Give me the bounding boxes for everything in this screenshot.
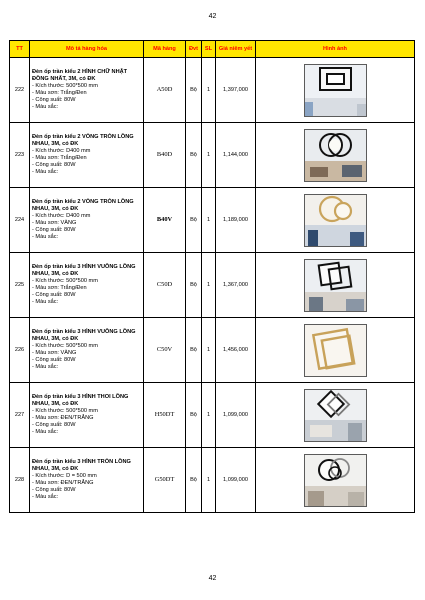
product-spec-size: - Kích thước: 500*500 mm <box>32 343 98 350</box>
product-title: Đèn ốp trần kiểu 2 HÌNH CHỮ NHẬT ĐỒNG NHẤT, 3M, có ĐK <box>32 69 128 83</box>
product-price: 1,099,000 <box>216 383 256 448</box>
product-spec-power: - Công suất: 80W <box>32 161 76 168</box>
product-qty: 1 <box>202 123 216 188</box>
product-image-cell <box>256 123 415 188</box>
product-spec-power: - Công suất: 80W <box>32 421 76 428</box>
row-number: 223 <box>10 123 30 188</box>
product-unit: Bộ <box>186 123 202 188</box>
product-unit: Bộ <box>186 58 202 123</box>
header-code: Mã hàng <box>144 41 186 58</box>
header-unit: Đvt <box>186 41 202 58</box>
product-spec-color: - Màu sắc: <box>32 298 59 305</box>
product-description <box>30 58 144 123</box>
product-description <box>30 253 144 318</box>
product-spec-power: - Công suất: 80W <box>32 96 76 103</box>
product-image-cell <box>256 383 415 448</box>
product-spec-color: - Màu sắc: <box>32 168 59 175</box>
header-qty: SL <box>202 41 216 58</box>
ceiling-light-squares-icon <box>304 259 367 312</box>
product-qty: 1 <box>202 58 216 123</box>
product-spec-paint: - Màu sơn: ĐEN/TRẮNG <box>32 415 94 421</box>
header-description: Mô tả hàng hóa <box>30 41 144 58</box>
product-spec-size: - Kích thước: D400 mm <box>32 213 91 220</box>
product-code: A50D <box>144 58 186 123</box>
product-code: G50DT <box>144 448 186 513</box>
product-title: Đèn ốp trần kiểu 3 HÌNH VUÔNG LỒNG NHAU, 3M, có ĐK <box>32 264 136 278</box>
product-spec-power: - Công suất: 80W <box>32 226 76 233</box>
row-number: 226 <box>10 318 30 383</box>
product-title: Đèn ốp trần kiểu 2 VÒNG TRÒN LỒNG NHAU, 3M, có ĐK <box>32 199 134 213</box>
product-price: 1,397,000 <box>216 58 256 123</box>
row-number: 225 <box>10 253 30 318</box>
product-description <box>30 188 144 253</box>
product-qty: 1 <box>202 253 216 318</box>
product-image-cell <box>256 58 415 123</box>
product-spec-paint: - Màu sơn: Trắng/Đen <box>32 90 87 96</box>
product-title: Đèn ốp trần kiểu 3 HÌNH THOI LỒNG NHAU, 3M, có ĐK <box>32 394 129 408</box>
product-code: C50D <box>144 253 186 318</box>
table-row <box>10 123 415 188</box>
product-image-cell <box>256 253 415 318</box>
product-spec-color: - Màu sắc: <box>32 103 59 110</box>
product-spec-color: - Màu sắc: <box>32 428 59 435</box>
product-price: 1,456,000 <box>216 318 256 383</box>
product-spec-size: - Kích thước: 500*500 mm <box>32 408 98 415</box>
product-image-cell <box>256 318 415 383</box>
product-price: 1,144,000 <box>216 123 256 188</box>
product-spec-color: - Màu sắc: <box>32 363 59 370</box>
row-number: 224 <box>10 188 30 253</box>
product-spec-size: - Kích thước: D400 mm <box>32 148 91 155</box>
product-title: Đèn ốp trần kiểu 3 HÌNH TRÒN LỒNG NHAU, 3M, có ĐK <box>32 459 131 473</box>
row-number: 227 <box>10 383 30 448</box>
product-spec-size: - Kích thước: 500*500 mm <box>32 278 98 285</box>
product-unit: Bộ <box>186 253 202 318</box>
ceiling-light-diamonds-icon <box>304 389 367 442</box>
ceiling-light-gold-circles-icon <box>304 194 367 247</box>
table-row <box>10 448 415 513</box>
product-code: B40V <box>144 188 186 253</box>
product-spec-power: - Công suất: 80W <box>32 291 76 298</box>
product-spec-power: - Công suất: 80W <box>32 486 76 493</box>
table-row <box>10 253 415 318</box>
product-spec-color: - Màu sắc: <box>32 233 59 240</box>
product-spec-paint: - Màu sơn: ĐEN/TRẮNG <box>32 480 94 486</box>
product-code: B40D <box>144 123 186 188</box>
product-qty: 1 <box>202 448 216 513</box>
product-image-cell <box>256 448 415 513</box>
table-row <box>10 318 415 383</box>
table-row <box>10 383 415 448</box>
product-qty: 1 <box>202 188 216 253</box>
product-description <box>30 123 144 188</box>
header-price: Giá niêm yết <box>216 41 256 58</box>
product-code: C50V <box>144 318 186 383</box>
product-spec-paint: - Màu sơn: Trắng/Đen <box>32 285 87 291</box>
product-spec-paint: - Màu sơn: Trắng/Đen <box>32 155 87 161</box>
product-spec-color: - Màu sắc: <box>32 493 59 500</box>
header-tt: TT <box>10 41 30 58</box>
product-unit: Bộ <box>186 383 202 448</box>
product-qty: 1 <box>202 383 216 448</box>
row-number: 222 <box>10 58 30 123</box>
product-unit: Bộ <box>186 448 202 513</box>
page-number-bottom: 42 <box>208 575 217 582</box>
product-image-cell <box>256 188 415 253</box>
product-description <box>30 318 144 383</box>
product-spec-size: - Kích thước: D = 500 mm <box>32 473 97 480</box>
product-unit: Bộ <box>186 188 202 253</box>
ceiling-light-rings-icon <box>304 454 367 507</box>
product-spec-paint: - Màu sơn: VÀNG <box>32 220 77 226</box>
page-number-top: 42 <box>208 13 217 20</box>
product-price: 1,099,000 <box>216 448 256 513</box>
ceiling-light-gold-squares-icon <box>304 324 367 377</box>
ceiling-light-circles-icon <box>304 129 367 182</box>
product-price: 1,189,000 <box>216 188 256 253</box>
product-description <box>30 448 144 513</box>
row-number: 228 <box>10 448 30 513</box>
product-spec-power: - Công suất: 80W <box>32 356 76 363</box>
product-table <box>9 40 415 513</box>
product-title: Đèn ốp trần kiểu 2 VÒNG TRÒN LỒNG NHAU, 3M, có ĐK <box>32 134 134 148</box>
product-spec-paint: - Màu sơn: VÀNG <box>32 350 77 356</box>
product-qty: 1 <box>202 318 216 383</box>
product-spec-size: - Kích thước: 500*500 mm <box>32 83 98 90</box>
product-title: Đèn ốp trần kiểu 3 HÌNH VUÔNG LỒNG NHAU, 3M, có ĐK <box>32 329 136 343</box>
table-header-row <box>10 41 415 58</box>
product-price: 1,367,000 <box>216 253 256 318</box>
product-code: H50DT <box>144 383 186 448</box>
header-image: Hình ảnh <box>256 41 415 58</box>
ceiling-light-rectangles-icon <box>304 64 367 117</box>
table-row <box>10 188 415 253</box>
table-row <box>10 58 415 123</box>
product-description <box>30 383 144 448</box>
product-unit: Bộ <box>186 318 202 383</box>
